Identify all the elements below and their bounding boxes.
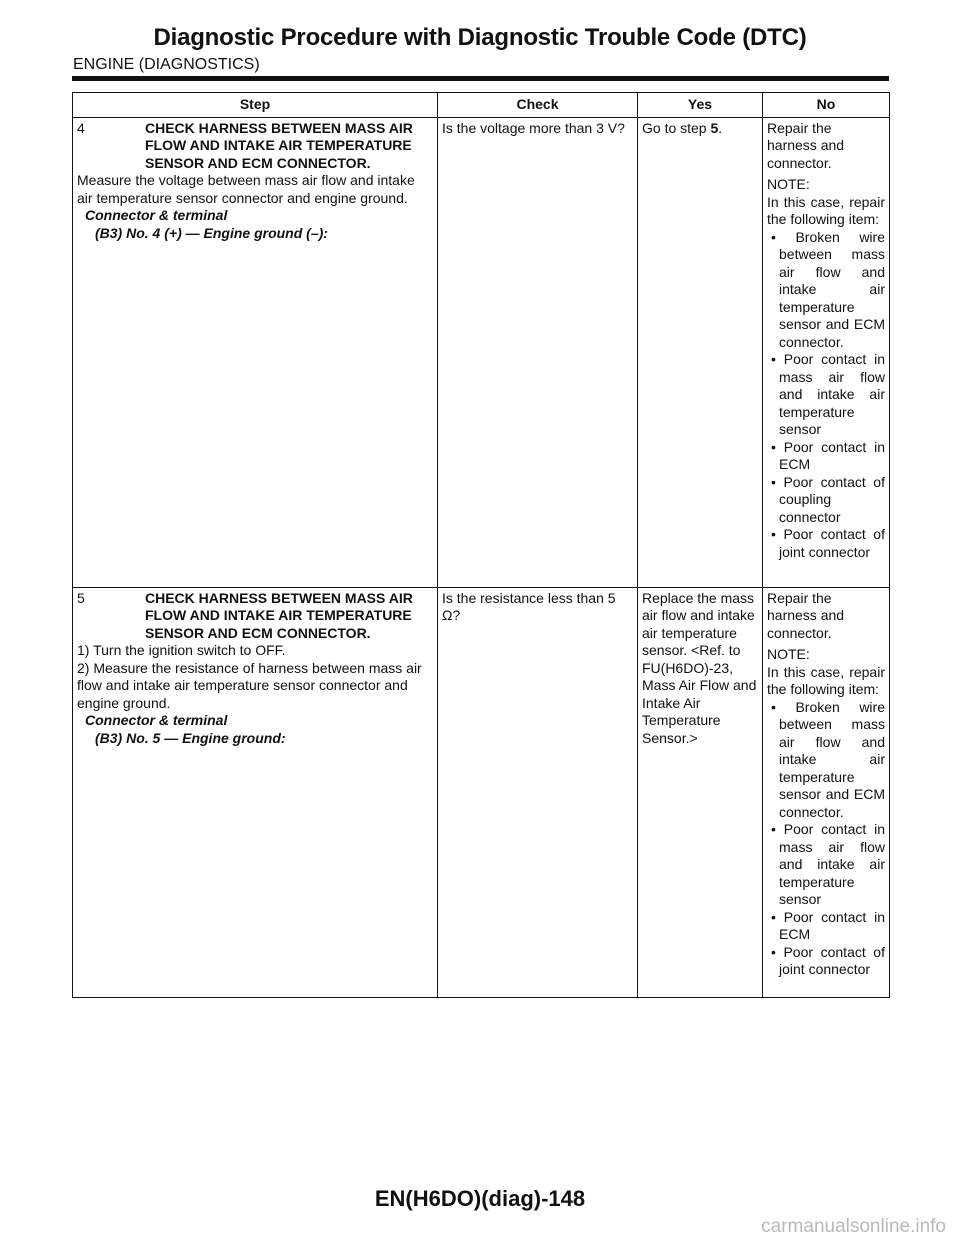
repair-item-list (767, 229, 885, 562)
yes-suffix: . (718, 119, 723, 136)
column-header-yes: Yes (638, 93, 763, 118)
list-item-text: Broken wire between mass air flow and intake air temperature sensor and ECM connector. (779, 698, 885, 820)
check-question: Is the resistance less than 5 Ω? (442, 589, 616, 623)
column-header-no: No (763, 93, 890, 118)
step-cell (73, 587, 438, 997)
step-instruction: Measure the voltage between mass air flow and intake air temperature sensor connector and engine ground. (77, 172, 415, 206)
no-intro: Repair the harness and connector. (767, 589, 845, 641)
list-item: • Poor contact of coupling connector (771, 473, 885, 525)
step-instruction: 2) Measure the resistance of harness between mass air flow and intake air temperature sensor connector and engine ground. (77, 659, 422, 711)
table-row (73, 117, 890, 587)
watermark: carmanualsonline.info (761, 1216, 946, 1237)
step-title: CHECK HARNESS BETWEEN MASS AIR FLOW AND INTAKE AIR TEMPERATURE SENSOR AND ECM CONNECTOR. (145, 119, 413, 171)
list-item-text: Poor contact in mass air flow and intake air temperature sensor (779, 821, 885, 907)
table-row (73, 587, 890, 997)
note-label: NOTE: (767, 646, 810, 662)
list-item-text: Poor contact in ECM (779, 908, 885, 942)
list-item-text: Poor contact in mass air flow and intake air temperature sensor (779, 351, 885, 437)
step-number: 5 (77, 589, 85, 606)
title-divider (72, 76, 889, 81)
page-footer-id: EN(H6DO)(diag)-148 (374, 1186, 586, 1211)
repair-item-list (767, 699, 885, 979)
note-text: In this case, repair the following item: (767, 663, 885, 697)
section-subtitle: ENGINE (DIAGNOSTICS) (73, 56, 260, 73)
step-number: 4 (77, 119, 85, 136)
list-item-text: Poor contact in ECM (779, 438, 885, 472)
connector-value: (B3) No. 4 (+) — Engine ground (–): (95, 224, 328, 241)
no-cell (763, 587, 890, 997)
yes-step-link: 5 (710, 119, 719, 136)
list-item: • Poor contact in mass air flow and intake air temperature sensor (771, 821, 885, 907)
connector-value: (B3) No. 5 — Engine ground: (95, 729, 286, 746)
column-header-check: Check (438, 93, 638, 118)
list-item: • Poor contact of joint connector (771, 943, 885, 977)
step-instruction: 1) Turn the ignition switch to OFF. (77, 642, 286, 658)
column-header-step: Step (73, 93, 438, 118)
list-item-text: Broken wire between mass air flow and intake air temperature sensor and ECM connector. (779, 228, 885, 350)
yes-text: Go to step (642, 119, 711, 136)
no-cell (763, 117, 890, 587)
list-item: • Poor contact in ECM (771, 908, 885, 942)
diagnostic-table (72, 92, 890, 998)
list-item: • Poor contact in mass air flow and intake air temperature sensor (771, 351, 885, 437)
connector-label: Connector & terminal (85, 207, 228, 223)
page-title: Diagnostic Procedure with Diagnostic Trouble Code (DTC) (153, 24, 807, 51)
list-item: • Broken wire between mass air flow and intake air temperature sensor and ECM connector. (771, 228, 885, 350)
note-label: NOTE: (767, 176, 810, 192)
check-question: Is the voltage more than 3 V? (442, 119, 625, 136)
list-item-text: Poor contact of joint connector (779, 943, 885, 977)
yes-text: Replace the mass air flow and intake air temperature sensor. <Ref. to FU(H6DO)-23, Mass Air Flow and Intake Air Temperature Sensor.> (642, 589, 757, 746)
note-text: In this case, repair the following item: (767, 193, 885, 227)
step-title: CHECK HARNESS BETWEEN MASS AIR FLOW AND INTAKE AIR TEMPERATURE SENSOR AND ECM CONNECTOR. (145, 589, 413, 641)
yes-cell (638, 117, 763, 587)
check-cell (438, 587, 638, 997)
list-item: • Poor contact of joint connector (771, 526, 885, 560)
step-cell (73, 117, 438, 587)
list-item-text: Poor contact of coupling connector (779, 473, 885, 525)
table-header-row (73, 93, 890, 118)
list-item: • Poor contact in ECM (771, 438, 885, 472)
list-item-text: Poor contact of joint connector (779, 526, 885, 560)
yes-cell (638, 587, 763, 997)
check-cell (438, 117, 638, 587)
connector-label: Connector & terminal (85, 712, 228, 728)
no-intro: Repair the harness and connector. (767, 119, 845, 171)
list-item: • Broken wire between mass air flow and intake air temperature sensor and ECM connector. (771, 698, 885, 820)
